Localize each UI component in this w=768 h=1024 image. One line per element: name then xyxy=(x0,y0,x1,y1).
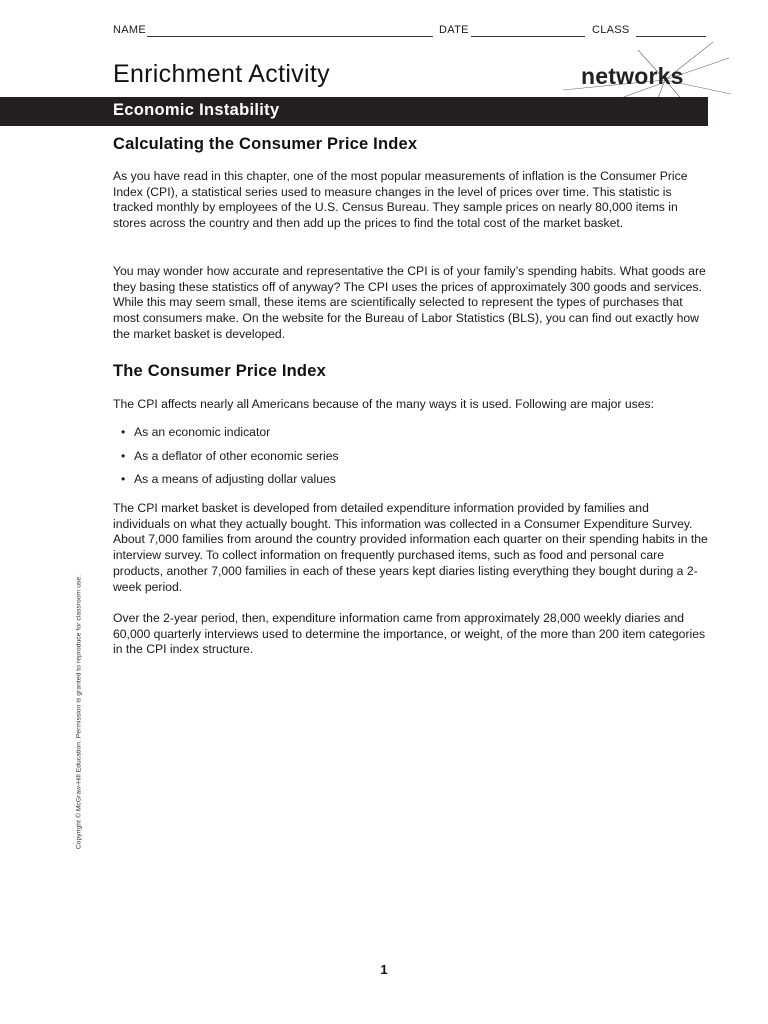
section-heading-cpi: The Consumer Price Index xyxy=(113,362,326,380)
student-info-line xyxy=(113,24,707,40)
paragraph-intro: As you have read in this chapter, one of the most popular measurements of inflation is the Consumer Price Index (CPI), a statistical series used to measure changes in the level of prices over time. This statistic is tracked monthly by employees of the U.S. Census Bureau. They sample prices on nearly 80,000 items in stores across the country and then add up the prices to find the total cost of the market basket. xyxy=(113,169,688,231)
name-blank xyxy=(147,36,433,37)
list-item xyxy=(121,449,339,473)
paragraph-expenditure: Over the 2-year period, then, expenditure information came from approximately 28,000 weekly diaries and 60,000 quarterly interviews used to determine the importance, or weight, of the more than 200 item categories in the CPI index structure. xyxy=(113,611,706,657)
topic-banner xyxy=(0,97,708,126)
class-label: CLASS xyxy=(592,24,630,36)
paragraph-cpi-uses: The CPI affects nearly all Americans because of the many ways it is used. Following are major uses: xyxy=(113,397,655,411)
name-label: NAME xyxy=(113,24,146,36)
list-item-text: As an economic indicator xyxy=(134,425,271,439)
bullet-icon: • xyxy=(121,448,126,463)
list-item xyxy=(121,472,339,496)
paragraph-market-basket: The CPI market basket is developed from detailed expenditure information provided by families and individuals on what they actually bought. This information was collected in a Consumer Expenditure Survey. About 7,000 families from around the country provided information each quarter on their spending habits in the interview survey. To collect information on frequently purchased items, such as food and personal care products, another 7,000 families in each of these years kept diaries listing everything they bought during a 2-week period. xyxy=(113,501,708,594)
bullet-icon: • xyxy=(121,425,126,439)
logo-text-end: rks xyxy=(648,63,684,89)
logo-text-o: o xyxy=(634,63,649,89)
uses-list xyxy=(121,425,339,496)
class-blank xyxy=(636,36,706,37)
topic-banner-text: Economic Instability xyxy=(113,101,280,119)
section-heading-calculating-cpi: Calculating the Consumer Price Index xyxy=(113,135,418,153)
page-title: Enrichment Activity xyxy=(113,60,330,88)
page-number: 1 xyxy=(380,962,388,977)
copyright-notice: Copyright © McGraw-Hill Education. Permission is granted to reproduce for classroom use. xyxy=(75,574,83,850)
date-blank xyxy=(471,36,585,37)
networks-logo xyxy=(581,60,707,94)
logo-wordmark xyxy=(581,63,684,90)
date-label: DATE xyxy=(439,24,469,36)
bullet-icon: • xyxy=(121,472,126,486)
list-item-text: As a means of adjusting dollar values xyxy=(134,472,336,486)
list-item-text: As a deflator of other economic series xyxy=(134,448,339,463)
paragraph-accuracy: You may wonder how accurate and representative the CPI is of your family’s spending habits. What goods are they basing these statistics off of anyway? The CPI uses the prices of approximately 300 goods and services. While this may seem small, these items are scientifically selected to represent the types of purchases that most consumers make. On the website for the Bureau of Labor Statistics (BLS), you can find out exactly how the market basket is developed. xyxy=(113,264,706,341)
list-item xyxy=(121,425,339,449)
logo-text-start: netw xyxy=(581,63,635,89)
